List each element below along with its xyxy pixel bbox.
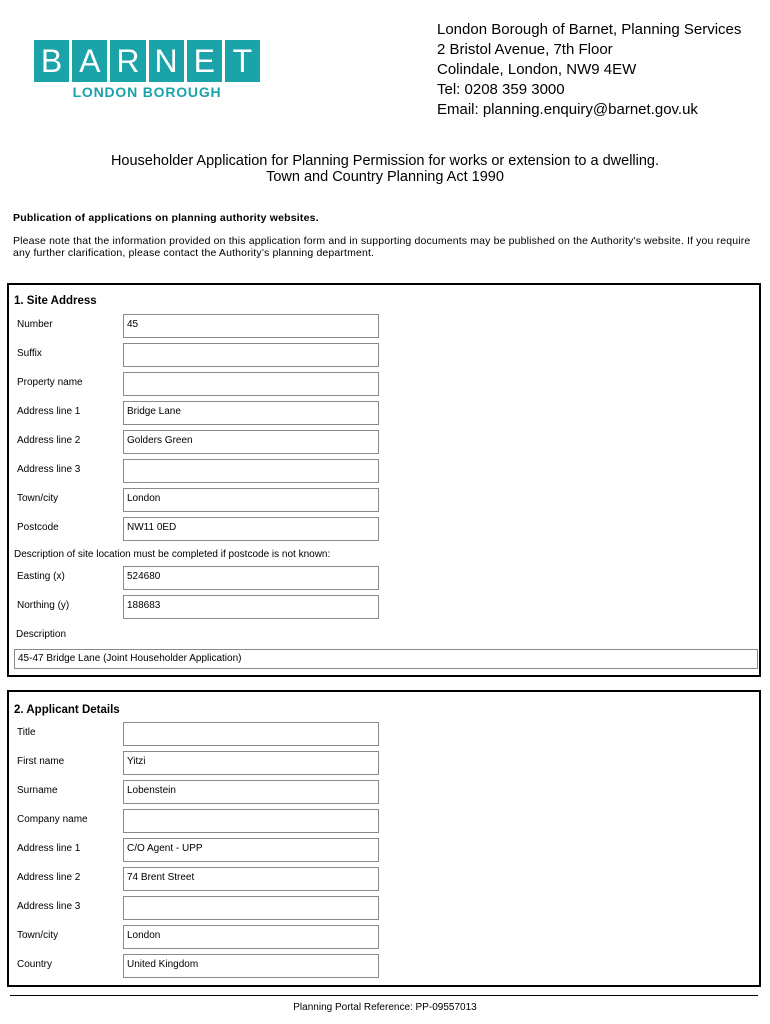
northing-row (15, 595, 389, 620)
site-suffix-field[interactable] (123, 343, 379, 367)
logo-subtitle: LONDON BOROUGH (72, 84, 222, 100)
site-postcode-field[interactable]: NW11 0ED (123, 517, 379, 541)
authority-street: 2 Bristol Avenue, 7th Floor (437, 41, 613, 58)
applicant-title-row (15, 722, 389, 747)
applicant-address-line2-field[interactable]: 74 Brent Street (123, 867, 379, 891)
applicant-first-name-field[interactable]: Yitzi (123, 751, 379, 775)
applicant-address-line1-row (15, 838, 389, 863)
logo-letters (34, 40, 260, 82)
applicant-address-line1-field[interactable]: C/O Agent - UPP (123, 838, 379, 862)
easting-field[interactable]: 524680 (123, 566, 379, 590)
applicant-address-line3-row (15, 896, 389, 921)
logo-letter: E (187, 40, 222, 82)
field-label: Town/city (17, 930, 59, 941)
field-label: Address line 2 (17, 435, 81, 446)
authority-town: Colindale, London, NW9 4EW (437, 61, 637, 78)
field-label: Easting (x) (17, 571, 65, 582)
applicant-surname-row (15, 780, 389, 805)
applicant-first-name-row (15, 751, 389, 776)
site-property-name-row (15, 372, 389, 397)
section-title: 2. Applicant Details (14, 704, 120, 716)
authority-name: London Borough of Barnet, Planning Services (437, 21, 742, 38)
field-label: Address line 3 (17, 464, 81, 475)
field-label: Northing (y) (17, 600, 70, 611)
applicant-country-field[interactable]: United Kingdom (123, 954, 379, 978)
site-number-row (15, 314, 389, 339)
site-address-line1-row (15, 401, 389, 426)
site-address-section (7, 283, 761, 677)
form-title (0, 153, 770, 185)
applicant-country-row (15, 954, 389, 979)
field-label: Town/city (17, 493, 59, 504)
applicant-address-line2-row (15, 867, 389, 892)
site-address-line1-field[interactable]: Bridge Lane (123, 401, 379, 425)
site-address-line3-row (15, 459, 389, 484)
field-label: Address line 3 (17, 901, 81, 912)
barnet-logo (34, 40, 260, 102)
field-label: Suffix (17, 348, 42, 359)
site-town-row (15, 488, 389, 513)
logo-letter: A (72, 40, 107, 82)
applicant-company-field[interactable] (123, 809, 379, 833)
site-address-line3-field[interactable] (123, 459, 379, 483)
logo-letter: N (149, 40, 184, 82)
site-property-name-field[interactable] (123, 372, 379, 396)
description-label: Description (16, 629, 67, 640)
field-label: Surname (17, 785, 58, 796)
location-note: Description of site location must be completed if postcode is not known: (14, 549, 331, 560)
field-label: First name (17, 756, 65, 767)
logo-letter: B (34, 40, 69, 82)
field-label: Property name (17, 377, 83, 388)
northing-field[interactable]: 188683 (123, 595, 379, 619)
description-field[interactable]: 45-47 Bridge Lane (Joint Householder Application) (14, 649, 758, 669)
authority-email: Email: planning.enquiry@barnet.gov.uk (437, 101, 698, 118)
applicant-town-field[interactable]: London (123, 925, 379, 949)
authority-address (437, 20, 741, 120)
publication-note: Please note that the information provided on this application form and in supporting documents may be published on the Authority’s website. If you require any further clarification, please contact the Authority’s planning department. (13, 235, 751, 259)
site-town-field[interactable]: London (123, 488, 379, 512)
field-label: Country (17, 959, 53, 970)
applicant-company-row (15, 809, 389, 834)
site-address-line2-row (15, 430, 389, 455)
publication-heading: Publication of applications on planning authority websites. (13, 212, 319, 224)
applicant-title-field[interactable] (123, 722, 379, 746)
section-title: 1. Site Address (14, 295, 97, 307)
field-label: Address line 1 (17, 406, 81, 417)
logo-letter: R (110, 40, 145, 82)
field-label: Number (17, 319, 53, 330)
applicant-address-line3-field[interactable] (123, 896, 379, 920)
form-title-line: Householder Application for Planning Permission for works or extension to a dwelling. (110, 153, 660, 169)
site-number-field[interactable]: 45 (123, 314, 379, 338)
field-label: Address line 1 (17, 843, 81, 854)
applicant-details-section (7, 690, 761, 987)
site-address-line2-field[interactable]: Golders Green (123, 430, 379, 454)
footer-divider (10, 995, 758, 996)
form-subtitle-line: Town and Country Planning Act 1990 (266, 169, 504, 185)
site-postcode-row (15, 517, 389, 542)
easting-row (15, 566, 389, 591)
field-label: Postcode (17, 522, 59, 533)
site-suffix-row (15, 343, 389, 368)
field-label: Address line 2 (17, 872, 81, 883)
logo-letter: T (225, 40, 260, 82)
applicant-surname-field[interactable]: Lobenstein (123, 780, 379, 804)
field-label: Title (17, 727, 36, 738)
applicant-town-row (15, 925, 389, 950)
portal-reference: Planning Portal Reference: PP-09557013 (293, 1002, 477, 1013)
authority-phone: Tel: 0208 359 3000 (437, 81, 565, 98)
field-label: Company name (17, 814, 88, 825)
